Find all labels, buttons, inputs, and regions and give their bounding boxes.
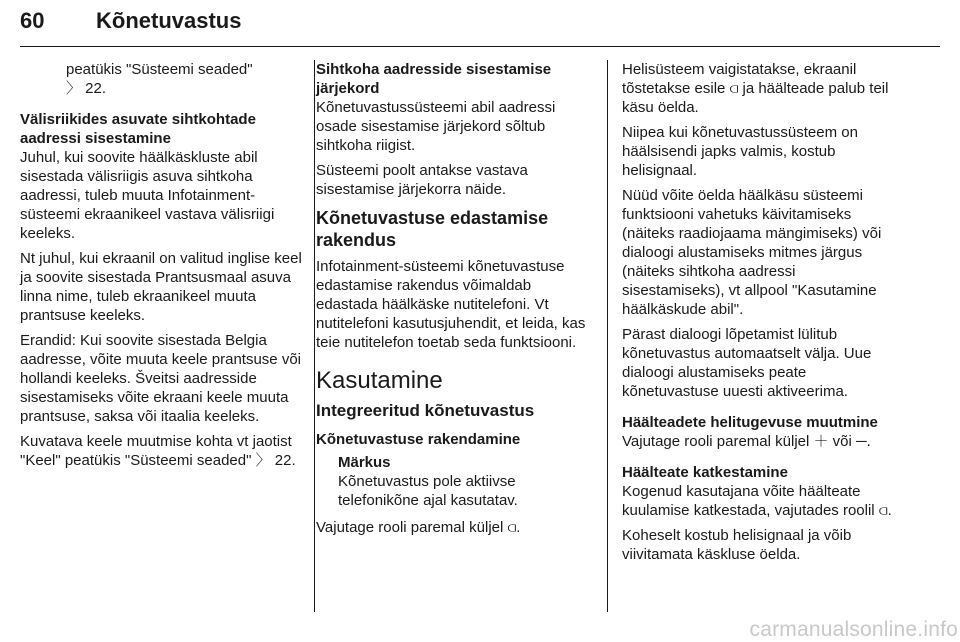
paragraph: [20, 60, 302, 98]
note-title: Märkus: [338, 454, 391, 471]
column-divider-1: [314, 60, 315, 612]
paragraph: Kõnetuvastussüsteemi abil aadressi osade sisestamise järjekord sõltub sihtkoha riigist.: [316, 99, 556, 154]
column-3: [622, 60, 898, 570]
chapter-title: Kõnetuvastus: [96, 8, 242, 33]
paragraph: [622, 60, 898, 117]
section-heading: Sihtkoha aadresside sisestamise järjekord: [316, 61, 552, 97]
section-heading: Häälteate katkestamine: [622, 464, 788, 481]
paragraph: Nt juhul, kui ekraanil on valitud inglise keel ja soovite sisestada Prantsusmaal asuva linna nime, tuleb ekraanikeel muuta prantsuse keeleks.: [20, 250, 302, 324]
text: Vajutage rooli paremal küljel: [316, 519, 508, 536]
page-reference-arrow-icon: 〉: [66, 80, 82, 97]
chapter-heading: Kasutamine: [316, 367, 443, 394]
column-2: [316, 60, 596, 543]
section-heading: Integreeritud kõnetuvastus: [316, 401, 535, 420]
page-number: 60: [20, 8, 45, 33]
section-heading: Välisriikides asuvate sihtkohtade aadressi sisestamine: [20, 111, 256, 147]
section-heading: Kõnetuvastuse edastamise rakendus: [316, 208, 549, 250]
text: Helisüsteem vaigistatakse, ekraanil tõstetakse esile: [622, 61, 857, 97]
page-header: [20, 4, 940, 48]
note-box: [316, 453, 596, 510]
watermark: carmanualsonline.info: [749, 618, 958, 641]
paragraph: Infotainment-süsteemi kõnetuvastuse edastamise rakendus võimaldab edastada häälkäske nutitelefoni. Vt nutitelefoni kasutusjuhendit, et leida, kas teie nutitelefon toetab seda funktsiooni.: [316, 258, 586, 351]
note-text: Kõnetuvastus pole aktiivse telefonikõne ajal kasutatav.: [338, 473, 518, 509]
page-reference[interactable]: 22.: [81, 80, 107, 97]
text: peatükis "Süsteemi seaded": [66, 61, 253, 78]
paragraph: Nüüd võite öelda häälkäsu süsteemi funktsiooni vahetuks käivitamiseks (näiteks raadiojaama mängimiseks) või dialoogi alustamiseks mitmes järgus (näiteks sihtkoha aadressi sisestamiseks), vt allpool "Kasutamine häälkäskude abil".: [622, 187, 882, 318]
paragraph: [316, 518, 596, 537]
page-reference-arrow-icon: 〉: [255, 452, 271, 469]
column-1: [20, 60, 302, 476]
subsection-heading: Kõnetuvastuse rakendamine: [316, 431, 521, 448]
section-heading: Häälteadete helitugevuse muutmine: [622, 414, 878, 431]
paragraph: Koheselt kostub helisignaal ja võib viivitamata käskluse öelda.: [622, 527, 852, 563]
text: .: [887, 502, 892, 519]
text: .: [516, 519, 521, 536]
paragraph: Pärast dialoogi lõpetamist lülitub kõnetuvastus automaatselt välja. Uue dialoogi alustamiseks peate kõnetuvastuse uuesti aktiveerima.: [622, 326, 872, 400]
text: Kuvatava keele muutmise kohta vt jaotist "Keel" peatükis "Süsteemi seaded": [20, 433, 292, 469]
voice-button-icon: ⫏: [507, 519, 517, 536]
voice-button-icon: ⫏: [729, 80, 739, 97]
paragraph: Juhul, kui soovite häälkäskluste abil sisestada välisriigis asuva sihtkoha aadressi, tuleb muuta Infotainment-süsteemi ekraanikeel vastava välisriigi keeleks.: [20, 149, 275, 242]
voice-button-icon: ⫏: [878, 502, 888, 519]
paragraph: [622, 482, 898, 520]
paragraph: Vajutage rooli paremal küljel ＋ või ─.: [622, 433, 871, 450]
header-rule: [20, 46, 940, 47]
text: ja häälteade palub teil käsu öelda.: [622, 80, 889, 116]
paragraph: Süsteemi poolt antakse vastava sisestamise järjekorra näide.: [316, 162, 528, 198]
text: Kogenud kasutajana võite häälteate kuulamise katkestada, vajutades roolil: [622, 483, 879, 519]
paragraph: Erandid: Kui soovite sisestada Belgia aadresse, võite muuta keele prantsuse või hollandi keeleks. Šveitsi aadresside sisestamiseks võite ekraani keele muuta prantsuse, saksa või itaalia keeleks.: [20, 332, 301, 425]
column-divider-2: [607, 60, 608, 612]
paragraph: Niipea kui kõnetuvastussüsteem on häälsisendi japks valmis, kostub helisignaal.: [622, 124, 858, 179]
paragraph: [20, 432, 302, 470]
page-reference[interactable]: 22.: [270, 452, 296, 469]
